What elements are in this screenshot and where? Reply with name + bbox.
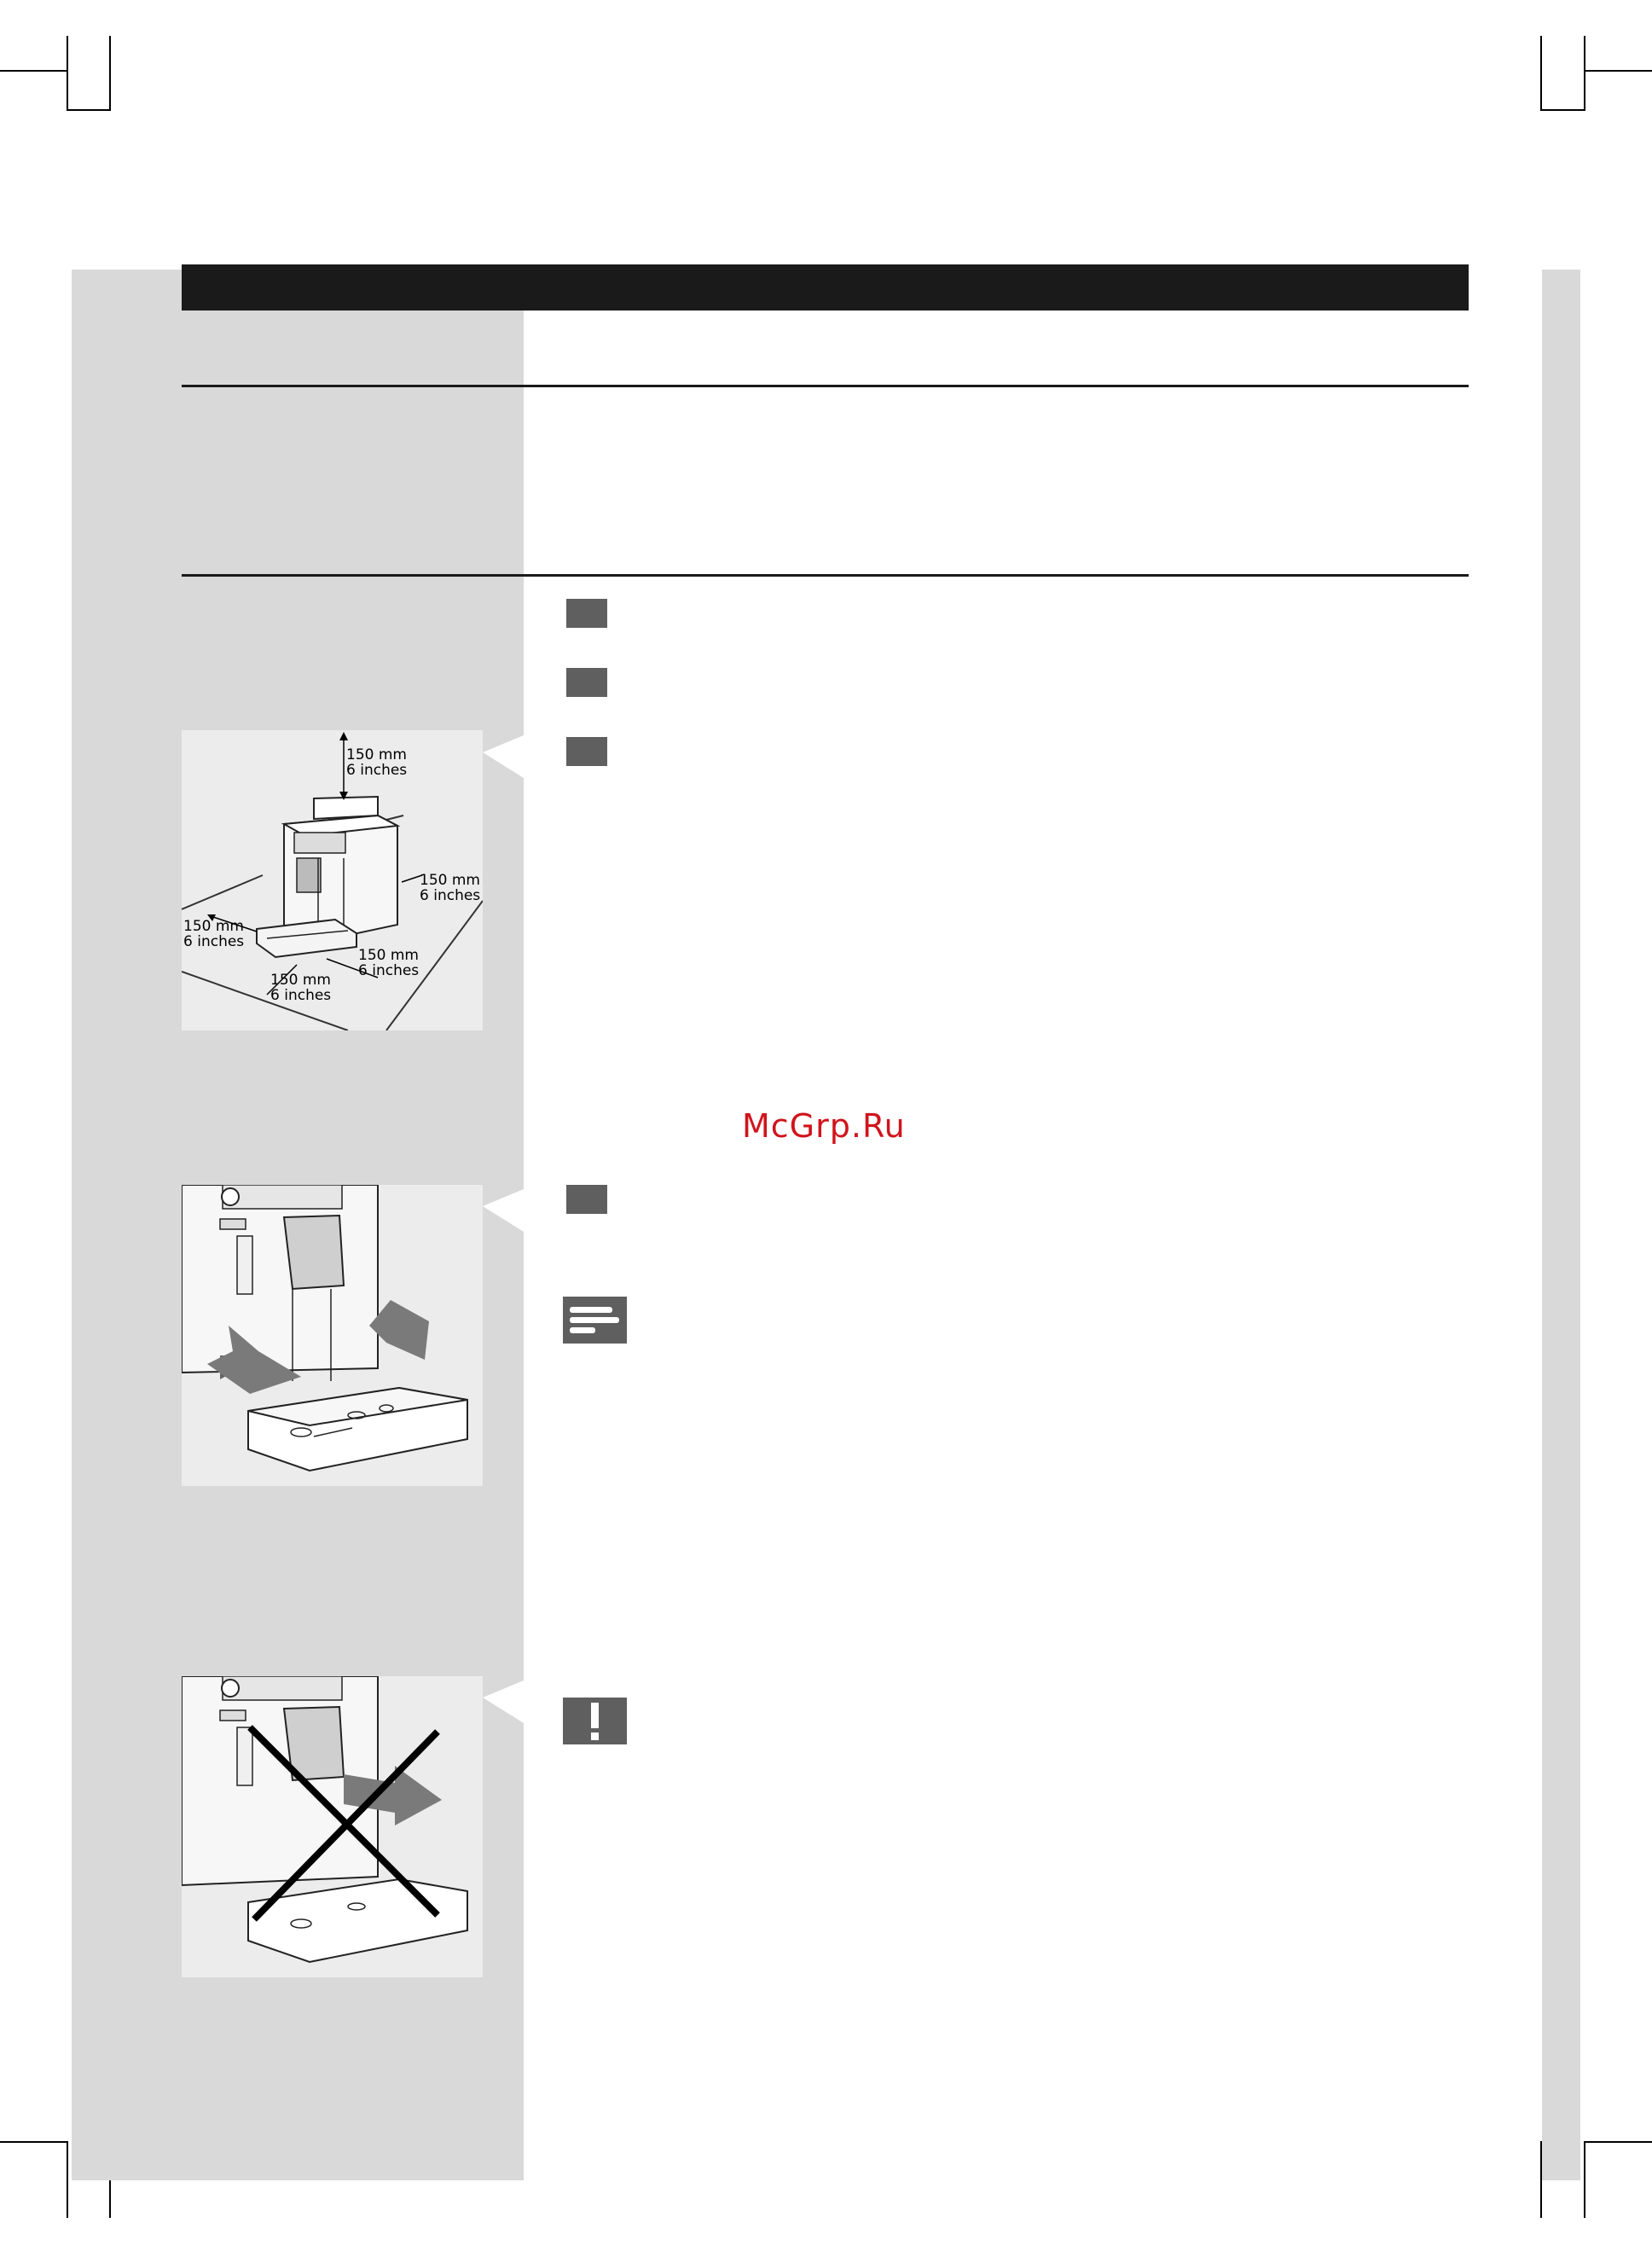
warning-icon (563, 1698, 627, 1744)
incorrect-removal-figure (182, 1676, 483, 1977)
section-header-bar (182, 264, 1469, 311)
step-number-box (566, 599, 607, 628)
clearance-label-left: 150 mm 6 inches (183, 918, 245, 950)
crop-mark (67, 109, 111, 111)
figure-pointer (483, 735, 524, 778)
incorrect-removal-illustration (182, 1676, 483, 1977)
crop-mark (1584, 2141, 1585, 2218)
clearance-label-front: 150 mm 6 inches (270, 972, 332, 1004)
clearance-label-top: 150 mm 6 inches (346, 746, 408, 779)
crop-mark (109, 36, 111, 111)
crop-mark (1540, 109, 1585, 111)
step-number-box (566, 668, 607, 697)
figure-pointer (483, 1680, 524, 1723)
crop-mark (1540, 36, 1542, 111)
crop-mark (1584, 70, 1652, 72)
clearance-label-front-right: 150 mm 6 inches (358, 947, 420, 979)
section-rule (182, 574, 1469, 577)
note-icon (563, 1297, 627, 1344)
section-rule (182, 385, 1469, 387)
clearance-label-right: 150 mm 6 inches (420, 872, 481, 904)
crop-mark (0, 70, 68, 72)
watermark: McGrp.Ru (742, 1107, 906, 1145)
figure-pointer (483, 1189, 524, 1232)
step-number-box (566, 1185, 607, 1214)
crop-mark (1584, 36, 1585, 111)
crop-mark (67, 36, 68, 111)
crop-mark (0, 2141, 68, 2143)
drip-tray-insert-figure (182, 1185, 483, 1486)
step-number-box (566, 737, 607, 766)
crop-mark (1584, 2141, 1652, 2143)
drip-tray-insert-illustration (182, 1185, 483, 1486)
crop-mark (67, 2141, 68, 2218)
clearance-figure (182, 730, 483, 1030)
right-margin-band (1542, 270, 1580, 2180)
